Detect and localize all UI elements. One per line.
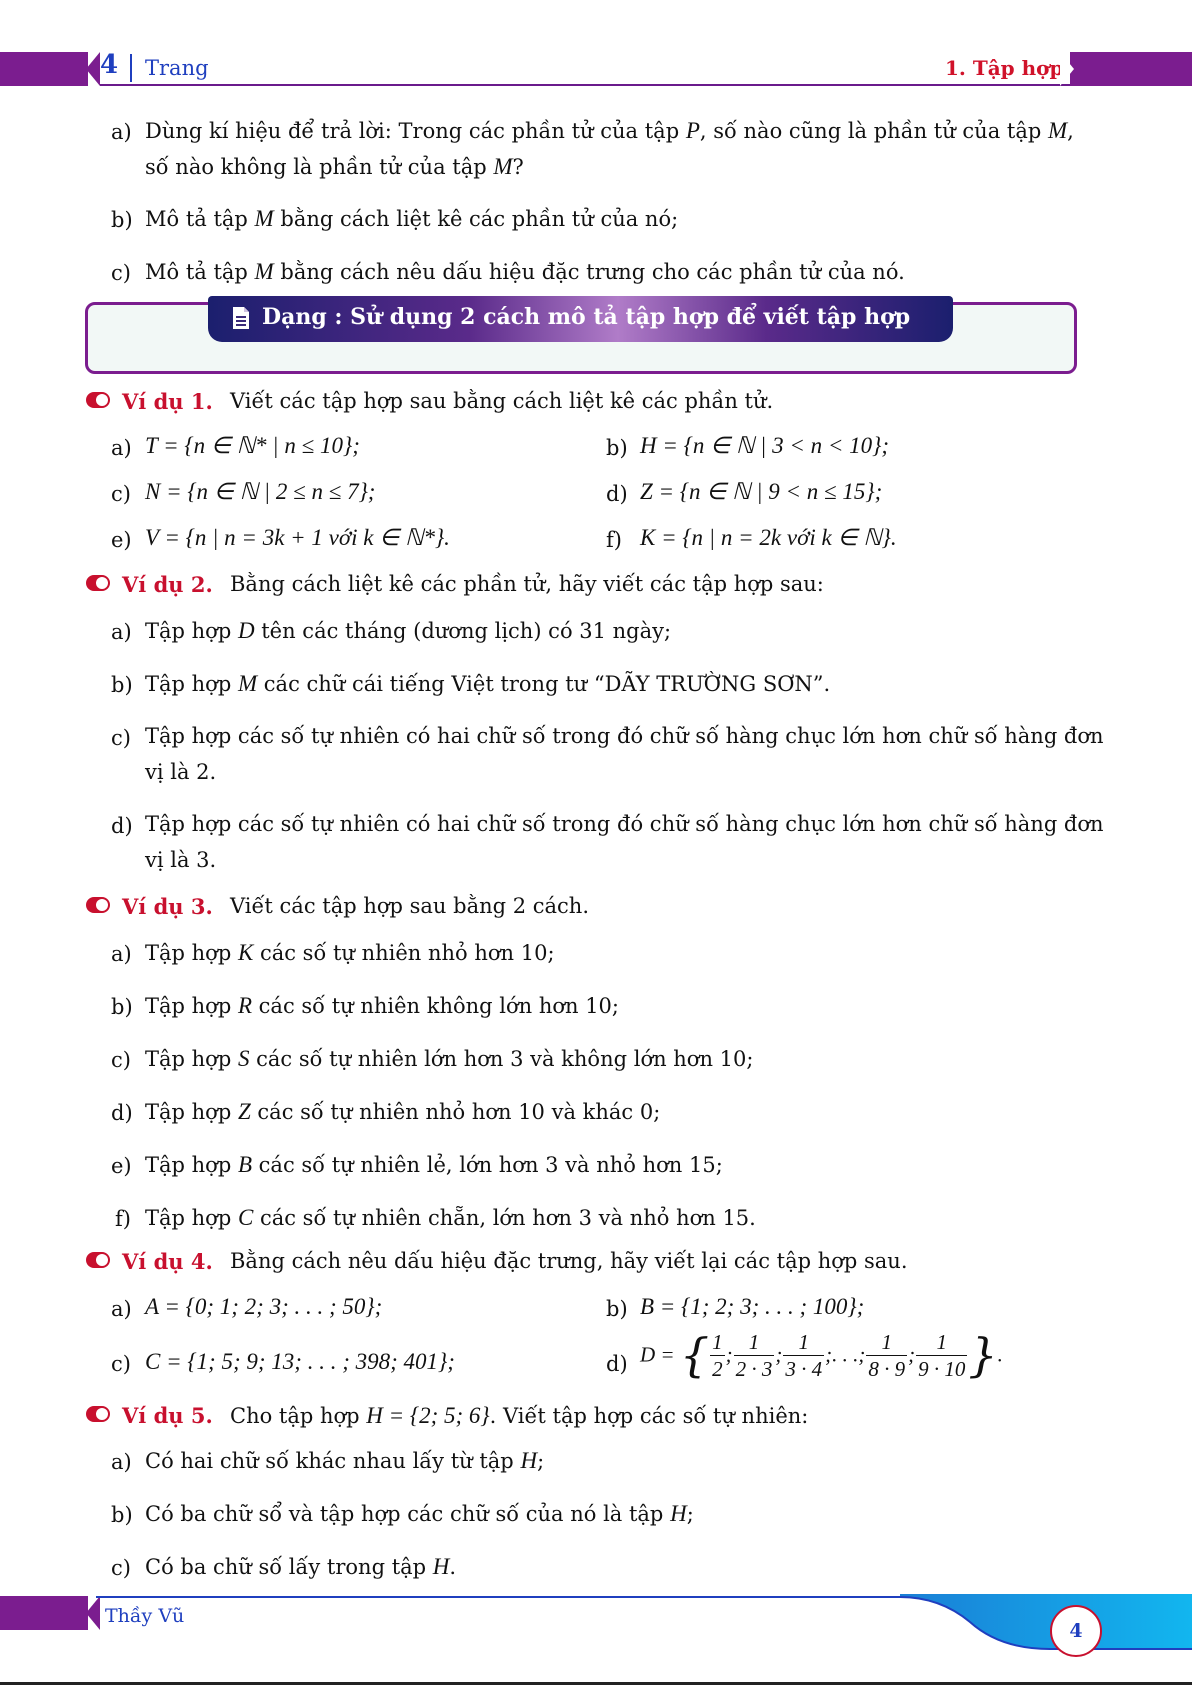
item-label: f) bbox=[606, 528, 622, 552]
example-marker-icon bbox=[85, 1251, 111, 1269]
item-label: d) bbox=[111, 814, 133, 838]
fraction bbox=[783, 1329, 824, 1382]
set-expression: N = {n ∈ ℕ | 2 ≤ n ≤ 7}; bbox=[145, 479, 376, 504]
example-prompt: Viết các tập hợp sau bằng 2 cách. bbox=[230, 894, 590, 918]
item-label: d) bbox=[606, 1352, 628, 1376]
text: bằng cách liệt kê các phần tử của nó; bbox=[273, 207, 679, 231]
math-var: Z bbox=[237, 1099, 251, 1124]
text: Tập hợp bbox=[145, 672, 238, 696]
text: các số tự nhiên lớn hơn 3 và không lớn hơn 10; bbox=[249, 1047, 754, 1071]
text: Tập hợp bbox=[145, 1100, 238, 1124]
text: Tập hợp bbox=[145, 1047, 238, 1071]
item-label: c) bbox=[111, 1048, 131, 1072]
item-label: b) bbox=[111, 673, 133, 697]
ex2-item-c-line2: vị là 2. bbox=[145, 760, 217, 784]
math-var: R bbox=[237, 993, 252, 1018]
math-var: M bbox=[1047, 118, 1068, 143]
denominator: 3 · 4 bbox=[785, 1356, 823, 1381]
header-separator bbox=[130, 54, 132, 82]
ex5-item bbox=[145, 1448, 544, 1474]
math-var: M bbox=[237, 671, 258, 696]
text: Mô tả tập bbox=[145, 260, 255, 284]
item-label: c) bbox=[111, 1352, 131, 1376]
set-expression: T = {n ∈ ℕ* | n ≤ 10}; bbox=[145, 433, 360, 458]
text: ? bbox=[512, 155, 524, 179]
text: Tập hợp bbox=[145, 941, 238, 965]
section-banner bbox=[208, 296, 953, 342]
header-right-arrow bbox=[1060, 52, 1074, 86]
text: Có hai chữ số khác nhau lấy từ tập bbox=[145, 1449, 521, 1473]
math-var: M bbox=[254, 206, 274, 231]
footer-rule bbox=[96, 1596, 926, 1598]
header-running-label: Trang bbox=[145, 56, 209, 80]
numerator: 1 bbox=[783, 1329, 824, 1356]
header-page-number: 4 bbox=[100, 50, 119, 80]
set-expression: V = {n | n = 3k + 1 với k ∈ ℕ*}. bbox=[145, 525, 450, 550]
text: Tập hợp bbox=[145, 619, 238, 643]
math-var: D bbox=[237, 618, 255, 643]
fraction bbox=[916, 1329, 967, 1382]
denominator: 2 bbox=[712, 1356, 723, 1381]
denominator: 9 · 10 bbox=[918, 1356, 966, 1381]
text: ; bbox=[537, 1449, 545, 1473]
numerator: 1 bbox=[712, 1329, 723, 1354]
text: các số tự nhiên nhỏ hơn 10 và khác 0; bbox=[250, 1100, 661, 1124]
example-title: Ví dụ 5. bbox=[122, 1403, 213, 1428]
text: các số tự nhiên chẵn, lớn hơn 3 và nhỏ hơn 15. bbox=[253, 1206, 756, 1230]
text: Tập hợp bbox=[145, 1206, 238, 1230]
item-label: a) bbox=[111, 620, 132, 644]
math-var: H bbox=[520, 1448, 538, 1473]
set-expression: Z = {n ∈ ℕ | 9 < n ≤ 15}; bbox=[640, 479, 883, 504]
item-label: b) bbox=[606, 436, 628, 460]
text: , số nào cũng là phần tử của tập bbox=[699, 119, 1048, 143]
item-label: d) bbox=[606, 482, 628, 506]
text: Cho tập hợp bbox=[230, 1404, 367, 1428]
ex3-item bbox=[145, 1046, 753, 1072]
item-label: c) bbox=[111, 1556, 131, 1580]
example-marker-icon bbox=[85, 391, 111, 409]
left-brace: { bbox=[679, 1328, 710, 1382]
item-label: c) bbox=[111, 261, 131, 285]
footer-author: Thầy Vũ bbox=[105, 1605, 185, 1627]
text: ; bbox=[686, 1502, 694, 1526]
example-title: Ví dụ 2. bbox=[122, 572, 213, 597]
set-expression: H = {2; 5; 6} bbox=[366, 1403, 490, 1428]
set-expression: C = {1; 5; 9; 13; . . . ; 398; 401}; bbox=[145, 1349, 455, 1374]
period: . bbox=[997, 1342, 1003, 1367]
item-label: b) bbox=[606, 1297, 628, 1321]
right-brace: } bbox=[968, 1328, 998, 1382]
item-label: b) bbox=[111, 208, 133, 232]
item-label: b) bbox=[111, 995, 133, 1019]
numerator: 1 bbox=[916, 1329, 967, 1356]
ex2-item-d-line2: vị là 3. bbox=[145, 848, 217, 872]
text: . Viết tập hợp các số tự nhiên: bbox=[489, 1404, 809, 1428]
example-prompt bbox=[230, 1403, 808, 1429]
math-lhs: D = bbox=[640, 1342, 675, 1367]
math-var: K bbox=[237, 940, 254, 965]
ex3-item bbox=[145, 1099, 660, 1125]
section-title: Dạng : Sử dụng 2 cách mô tả tập hợp để viết tập hợp bbox=[262, 304, 911, 330]
set-expression: K = {n | n = 2k với k ∈ ℕ}. bbox=[640, 525, 897, 550]
text: tên các tháng (dương lịch) có 31 ngày; bbox=[254, 619, 672, 643]
math-var: M bbox=[254, 259, 274, 284]
text: các chữ cái tiếng Việt trong tư “DÃY TRƯỜNG SƠN”. bbox=[257, 672, 831, 696]
ex2-item-b bbox=[145, 671, 830, 697]
intro-a-line2 bbox=[145, 154, 524, 180]
set-expression: A = {0; 1; 2; 3; . . . ; 50}; bbox=[145, 1294, 383, 1319]
header-left-arrow bbox=[86, 52, 100, 86]
ex5-item bbox=[145, 1501, 694, 1527]
text: Tập hợp bbox=[145, 994, 238, 1018]
header-chapter-title: 1. Tập hợp bbox=[945, 56, 1064, 80]
item-label: b) bbox=[111, 1503, 133, 1527]
example-marker-icon bbox=[85, 574, 111, 592]
math-var: B bbox=[237, 1152, 252, 1177]
ex5-item bbox=[145, 1554, 456, 1580]
item-label: d) bbox=[111, 1101, 133, 1125]
text: Tập hợp bbox=[145, 1153, 238, 1177]
math-var: M bbox=[493, 154, 513, 179]
ex2-item-c-line1: Tập hợp các số tự nhiên có hai chữ số trong đó chữ số hàng chục lớn hơn chữ số hàng đơn bbox=[145, 724, 1104, 748]
example-prompt: Bằng cách liệt kê các phần tử, hãy viết các tập hợp sau: bbox=[230, 572, 824, 596]
item-label: e) bbox=[111, 528, 132, 552]
math-var: H bbox=[432, 1554, 450, 1579]
set-expression: B = {1; 2; 3; . . . ; 100}; bbox=[640, 1294, 865, 1319]
item-label: e) bbox=[111, 1154, 132, 1178]
item-label: a) bbox=[111, 120, 132, 144]
footer-left-bar bbox=[0, 1596, 88, 1630]
text: các số tự nhiên nhỏ hơn 10; bbox=[253, 941, 555, 965]
text: . bbox=[449, 1555, 457, 1579]
page-header bbox=[0, 0, 1192, 100]
text: các số tự nhiên lẻ, lớn hơn 3 và nhỏ hơn 15; bbox=[252, 1153, 723, 1177]
ex2-item-d-line1: Tập hợp các số tự nhiên có hai chữ số trong đó chữ số hàng chục lớn hơn chữ số hàng đơn bbox=[145, 812, 1104, 836]
ex3-item bbox=[145, 1152, 723, 1178]
math-var: C bbox=[237, 1205, 254, 1230]
numerator: 1 bbox=[866, 1329, 907, 1356]
numerator: 1 bbox=[734, 1329, 775, 1356]
ellipsis: . . . bbox=[832, 1342, 859, 1367]
ex3-item bbox=[145, 993, 619, 1019]
fraction bbox=[734, 1329, 775, 1382]
intro-a-line1 bbox=[145, 118, 1074, 144]
fraction bbox=[710, 1329, 725, 1382]
fraction bbox=[866, 1329, 907, 1382]
item-label: f) bbox=[115, 1207, 131, 1231]
example-title: Ví dụ 4. bbox=[122, 1249, 213, 1274]
item-label: a) bbox=[111, 942, 132, 966]
text: Có ba chữ số lấy trong tập bbox=[145, 1555, 433, 1579]
header-rule bbox=[100, 84, 1070, 86]
header-right-bar bbox=[1070, 52, 1192, 86]
example-marker-icon bbox=[85, 896, 111, 914]
ex3-item bbox=[145, 940, 555, 966]
item-label: c) bbox=[111, 482, 131, 506]
text: Có ba chữ sổ và tập hợp các chữ số của nó là tập bbox=[145, 1502, 671, 1526]
footer-left-arrow bbox=[86, 1596, 100, 1630]
math-var: S bbox=[237, 1046, 250, 1071]
intro-b-line bbox=[145, 206, 678, 232]
denominator: 2 · 3 bbox=[735, 1356, 773, 1381]
document-icon bbox=[232, 306, 250, 330]
item-label: a) bbox=[111, 1297, 132, 1321]
example-title: Ví dụ 1. bbox=[122, 389, 213, 414]
text: bằng cách nêu dấu hiệu đặc trưng cho các phần tử của nó. bbox=[273, 260, 905, 284]
text: Dùng kí hiệu để trả lời: Trong các phần tử của tập bbox=[145, 119, 686, 143]
text: Mô tả tập bbox=[145, 207, 255, 231]
example-prompt: Viết các tập hợp sau bằng cách liệt kê các phần tử. bbox=[230, 389, 774, 413]
math-var: H bbox=[670, 1501, 687, 1526]
header-left-bar bbox=[0, 52, 88, 86]
text: số nào không là phần tử của tập bbox=[145, 155, 494, 179]
item-label: c) bbox=[111, 726, 131, 750]
item-label: a) bbox=[111, 436, 132, 460]
ex3-item bbox=[145, 1205, 756, 1231]
text: , bbox=[1067, 119, 1074, 143]
ex2-item-a bbox=[145, 618, 671, 644]
fraction-set-expression: D = { $\frac{1}{2}$ ; $\frac{1}{2 \cdot 3}$ ; $\frac{1}{3 \cdot 4}$ ;. . .; $\frac{1}{8 \cdot 9}$ ; $\frac{1}{9 \cdot 10}$ }. bbox=[640, 1328, 1003, 1382]
set-expression: H = {n ∈ ℕ | 3 < n < 10}; bbox=[640, 433, 890, 458]
example-title: Ví dụ 3. bbox=[122, 894, 213, 919]
denominator: 8 · 9 bbox=[868, 1356, 906, 1381]
footer-page-number: 4 bbox=[1050, 1605, 1102, 1657]
example-marker-icon bbox=[85, 1405, 111, 1423]
text: các số tự nhiên không lớn hơn 10; bbox=[252, 994, 619, 1018]
intro-c-line bbox=[145, 259, 905, 285]
math-var: P bbox=[685, 118, 700, 143]
footer-wave bbox=[900, 1594, 1192, 1664]
item-label: a) bbox=[111, 1450, 132, 1474]
example-prompt: Bằng cách nêu dấu hiệu đặc trưng, hãy viết lại các tập hợp sau. bbox=[230, 1249, 908, 1273]
